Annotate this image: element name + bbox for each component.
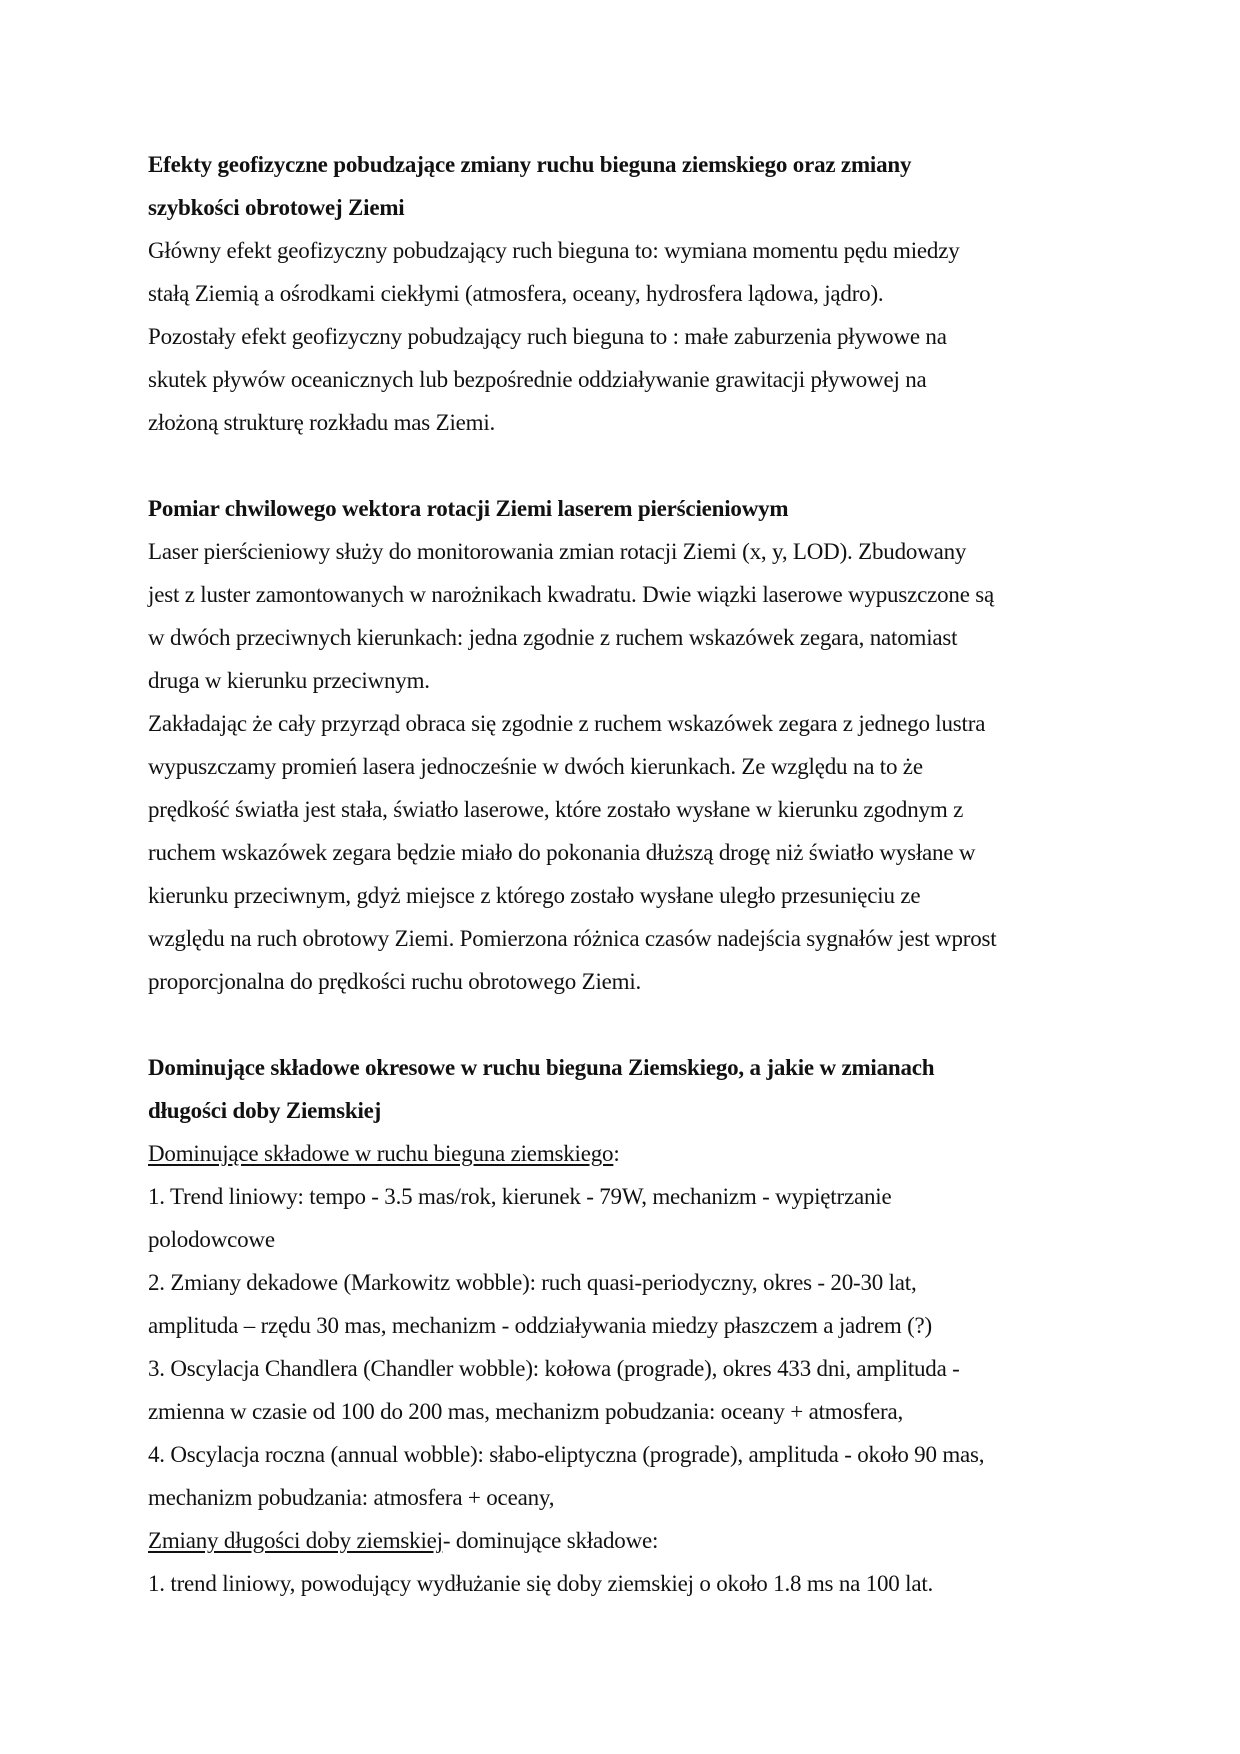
section2-body-line: Laser pierścieniowy służy do monitorowania zmian rotacji Ziemi (x, y, LOD). Zbudowany xyxy=(148,539,967,564)
paragraph-gap xyxy=(148,1003,1098,1046)
section2-body-line: Zakładając że cały przyrząd obraca się zgodnie z ruchem wskazówek zegara z jednego lustra xyxy=(148,711,986,736)
pole-item-line: amplituda – rzędu 30 mas, mechanizm - oddziaływania miedzy płaszczem a jadrem (?) xyxy=(148,1313,932,1338)
lod-components-label-suffix: - dominujące składowe: xyxy=(442,1528,659,1553)
section3-heading-line-2: długości doby Ziemskiej xyxy=(148,1098,382,1123)
section2-heading: Pomiar chwilowego wektora rotacji Ziemi laserem pierścieniowym xyxy=(148,496,789,521)
section1-body-line: skutek pływów oceanicznych lub bezpośrednie oddziaływanie grawitacji pływowej na xyxy=(148,367,927,392)
section2-body-line: wypuszczamy promień lasera jednocześnie w dwóch kierunkach. Ze względu na to że xyxy=(148,754,923,779)
pole-item-line: 3. Oscylacja Chandlera (Chandler wobble): kołowa (prograde), okres 433 dni, amplituda - xyxy=(148,1356,960,1381)
section2-body-line: kierunku przeciwnym, gdyż miejsce z którego zostało wysłane uległo przesunięciu ze xyxy=(148,883,921,908)
section2-body-line: w dwóch przeciwnych kierunkach: jedna zgodnie z ruchem wskazówek zegara, natomiast xyxy=(148,625,958,650)
section2-body-line: ruchem wskazówek zegara będzie miało do pokonania dłuższą drogę niż światło wysłane w xyxy=(148,840,976,865)
pole-item-line: 1. Trend liniowy: tempo - 3.5 mas/rok, kierunek - 79W, mechanizm - wypiętrzanie xyxy=(148,1184,892,1209)
pole-components-label-suffix: : xyxy=(613,1141,620,1166)
pole-components-label-line xyxy=(148,1132,1098,1175)
pole-item-line: 2. Zmiany dekadowe (Markowitz wobble): ruch quasi-periodyczny, okres - 20-30 lat, xyxy=(148,1270,917,1295)
section2-body-line: jest z luster zamontowanych w narożnikach kwadratu. Dwie wiązki laserowe wypuszczone są xyxy=(148,582,995,607)
section2-body-line: druga w kierunku przeciwnym. xyxy=(148,668,430,693)
section2-body-line: proporcjonalna do prędkości ruchu obrotowego Ziemi. xyxy=(148,969,642,994)
lod-components-label: Zmiany długości doby ziemskiej xyxy=(148,1528,443,1553)
pole-item-line: polodowcowe xyxy=(148,1227,275,1252)
lod-item-line: 1. trend liniowy, powodujący wydłużanie się doby ziemskiej o około 1.8 ms na 100 lat. xyxy=(148,1571,934,1596)
pole-item-line: zmienna w czasie od 100 do 200 mas, mechanizm pobudzania: oceany + atmosfera, xyxy=(148,1399,904,1424)
section3-heading-line-1: Dominujące składowe okresowe w ruchu bieguna Ziemskiego, a jakie w zmianach xyxy=(148,1055,935,1080)
section1-body-line: stałą Ziemią a ośrodkami ciekłymi (atmosfera, oceany, hydrosfera lądowa, jądro). xyxy=(148,281,884,306)
section2-body-line: prędkość światła jest stała, światło laserowe, które zostało wysłane w kierunku zgodnym z xyxy=(148,797,964,822)
document-page xyxy=(148,143,1098,1605)
section2-body-line: względu na ruch obrotowy Ziemi. Pomierzona różnica czasów nadejścia sygnałów jest wprost xyxy=(148,926,997,951)
section1-heading-line-2: szybkości obrotowej Ziemi xyxy=(148,195,405,220)
section1-body-line: Pozostały efekt geofizyczny pobudzający ruch bieguna to : małe zaburzenia pływowe na xyxy=(148,324,947,349)
pole-components-label: Dominujące składowe w ruchu bieguna ziemskiego xyxy=(148,1141,614,1166)
paragraph-gap xyxy=(148,444,1098,487)
pole-item-line: 4. Oscylacja roczna (annual wobble): słabo-eliptyczna (prograde), amplituda - około 90 mas, xyxy=(148,1442,985,1467)
lod-components-label-line xyxy=(148,1519,1098,1562)
section1-body-line: Główny efekt geofizyczny pobudzający ruch bieguna to: wymiana momentu pędu miedzy xyxy=(148,238,960,263)
section1-body-line: złożoną strukturę rozkładu mas Ziemi. xyxy=(148,410,496,435)
section1-heading-line-1: Efekty geofizyczne pobudzające zmiany ruchu bieguna ziemskiego oraz zmiany xyxy=(148,152,912,177)
pole-item-line: mechanizm pobudzania: atmosfera + oceany, xyxy=(148,1485,555,1510)
